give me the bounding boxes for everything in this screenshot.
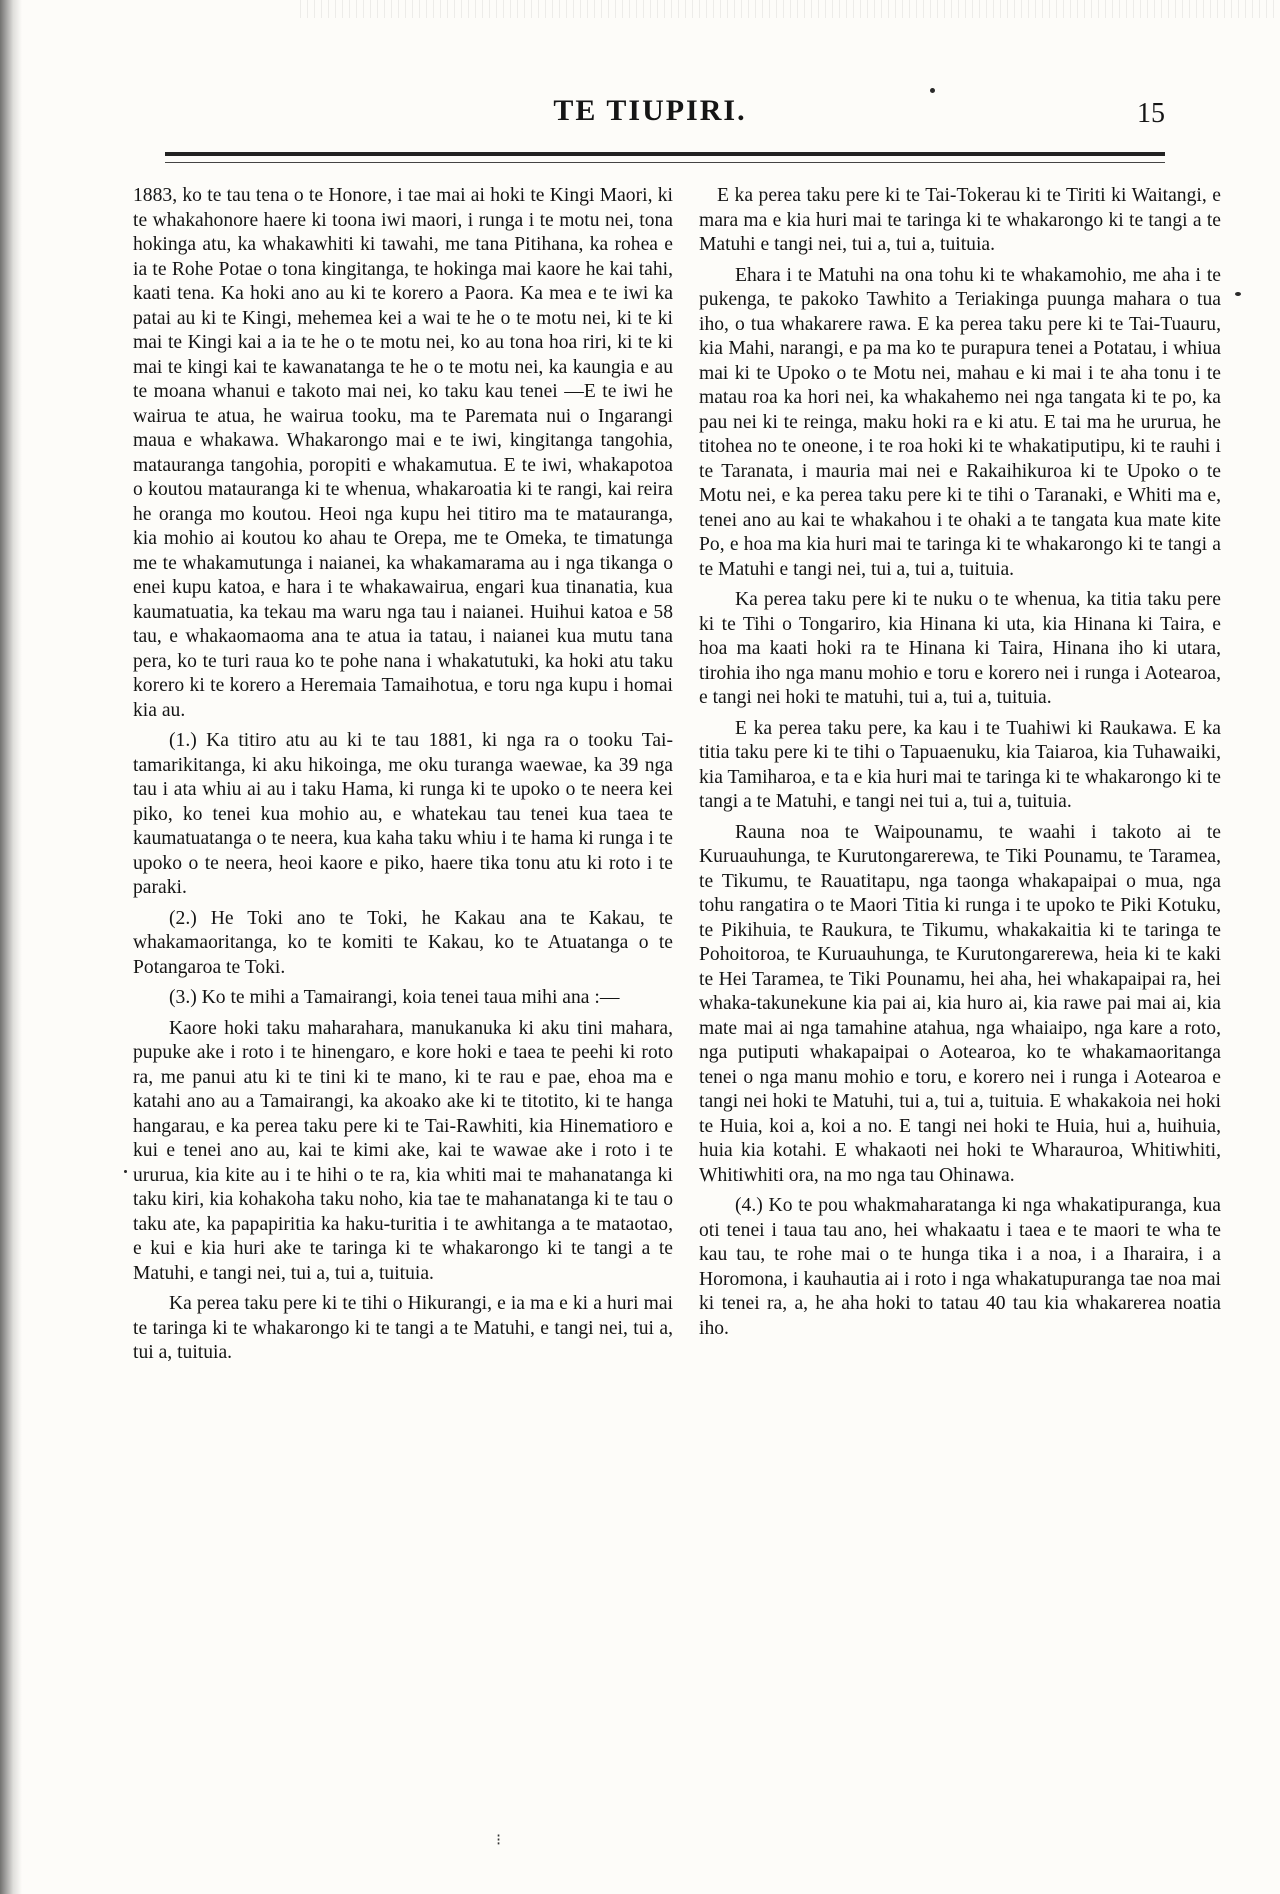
- right-paragraph: (4.) Ko te pou whakmaharatanga ki nga whakatipuranga, kua oti tenei i taua tau ano, hei whakaatu i taea e te maori te wha te kau tau, te rohe mai o te hunga tika i a noa, i a Iharaira, i a Horomona, i kauhautia ai i roto i nga whakatupuranga tae noa mai ki tenei ra, a, he aha hoki to tatau 40 tau kia whakarerea noatia iho.: [699, 1195, 1221, 1339]
- footer-ornament: ⁝: [496, 1832, 502, 1849]
- scan-speckle: [300, 0, 1280, 18]
- header-rule-thick: [165, 152, 1165, 156]
- page-header: [135, 88, 1165, 148]
- right-paragraph: Rauna noa te Waipounamu, te waahi i takoto ai te Kuruauhunga, te Kurutongarerewa, te Tiki Pounamu, te Taramea, te Tikumu, te Rauatitapu, nga taonga whakapaipai o mua, nga tohu rangatira o te Maori Titia ki runga i te upoko te Piki Kotuku, te Pikihuia, te Raukura, te Tikumu, whakakaitia ki te taringa te Pohoitoroa, te Kuruauhunga, te Kurutongarerewa, heia ki te kaki te Hei Taramea, te Tiki Pounamu, hei aha, hei whakapaipai ra, hei whaka-takunekune kia pai ai, kia huro ai, kia rawe pai mai ai, kia mate mai ai nga tamahine atahua, nga whaiaipo, nga kare a roto, nga putiputi whakapaipai o Aotearoa, ko te whakamaoritanga tenei o nga manu mohio e toru, e korero nei i runga i Aotearoa e tangi nei hoki te Matuhi, tui a, tui a, tuituia. E whakakoia nei hoki te Huia, koi a, koi a no. E tangi nei hoki te Huia, hui a, huihuia, huia kia kotahi. E whakaoti nei hoki te Wharauroa, Whitiwhiti, Whitiwhiti ora, na mo nga tau Ohinawa.: [699, 821, 1221, 1186]
- left-paragraph: (1.) Ka titiro atu au ki te tau 1881, ki nga ra o tooku Tai-tamarikitanga, ki aku hikoinga, me oku turanga waewae, ka 39 nga tau i ata whiu ai au i taku Hama, ki runga ki te upoko o te neera kei piko, ko tenei kua mohio au, e whatekau tau tenei kua taea te kaumatuatanga o te neera, kua kaha taku whiu i te hama ki runga i te upoko o te neera, heoi kaore e piko, haere tika tonu atu ki roto i te paraki.: [133, 730, 673, 898]
- left-paragraph: Ka perea taku pere ki te tihi o Hikurangi, e ia ma e ki a huri mai te taringa ki te whakarongo ki te tangi a te Matuhi, e tangi nei, tui a, tui a, tuituia.: [133, 1293, 673, 1363]
- right-paragraph: Ka perea taku pere ki te nuku o te whenua, ka titia taku pere ki te Tihi o Tongariro, kia Hinana ki uta, kia Hinana ki Taira, e hoa ma kaati hoki ra te Hinana ki Taira, Hinana iho ki utara, tirohia iho nga manu mohio e toru e korero nei i runga i Aotearoa, e tangi nei hoki te matuhi, tui a, tui a, tuituia.: [699, 589, 1221, 708]
- right-paragraph: E ka perea taku pere, ka kau i te Tuahiwi ki Raukawa. E ka titia taku pere ki te tihi o Tapuaenuku, kia Taiaroa, kia Tuhawaiki, kia Tamiharoa, e ta e kia huri mai te taringa ki te whakarongo ki te tangi a te Matuhi, e tangi nei tui a, tui a, tuituia.: [699, 717, 1221, 812]
- ink-speck: [930, 88, 935, 93]
- running-title: TE TIUPIRI.: [553, 94, 747, 127]
- right-paragraph: Ehara i te Matuhi na ona tohu ki te whakamohio, me aha i te pukenga, te pakoko Tawhito a Teriakinga puunga mahara o tua iho, o tua whakarere rawa. E ka perea taku pere ki te Tai-Tuauru, kia Mahi, narangi, e pa ma ko te purapura tenei a Potatau, i whiua mai ki te Upoko o te Motu nei, mahau e ki mai i te aha tonu i te matau roa ka hori nei, ka whakahemo nei nga tangata ki te po, ka pau nei ki te reinga, maku hoki ra e ki atu. E tai ma he ururua, he titohea no te oneone, i te roa hoki ki te whakatiputipu, ki te rauhi i te Taranata, i mauria mai nei e Rakaihikuroa ki te Upoko o te Motu nei, e ka perea taku pere ki te tihi o Taranaki, e Whiti ma e, tenei ano au kai te whakahou i te ohaki a te tangata kua mate kite Po, e hoa ma kia huri mai te taringa ki te whakarongo ki te tangi a te Matuhi e tangi nei, tui a, tui a, tuituia.: [699, 264, 1221, 580]
- left-paragraph: (2.) He Toki ano te Toki, he Kakau ana te Kakau, te whakamaoritanga, ko te komiti te Kakau, ko te Atuatanga o te Potangaroa te Toki.: [133, 907, 673, 978]
- ink-speck: [1235, 292, 1241, 296]
- right-column: [699, 178, 1221, 1341]
- ink-speck: [124, 1170, 127, 1173]
- left-paragraph: (3.) Ko te mihi a Tamairangi, koia tenei taua mihi ana :—: [169, 987, 620, 1008]
- scan-edge-shadow: [0, 0, 22, 1894]
- left-paragraph: 1883, ko te tau tena o te Honore, i tae mai ai hoki te Kingi Maori, ki te whakahonore haere ki toona iwi maori, i runga i te motu nei, tona hokinga atu, ka whakawhiti ki tawahi, me tana Pitihana, ka rohea e ia te Rohe Potae o tona kingitanga, te hokinga mai kaore he kai tahi, kaati tena. Ka hoki ano au ki te korero a Paora. Ka mea e te iwi ka patai au ki te Kingi, mehemea kei a wai te he o te motu nei, ki te ki mai te Kingi kai a ia te he o te motu nei, ko au tona hoa riri, ki te ki mai te kingi kai te kawanatanga te he o te motu nei, ka kaungia e au te moana whanui e takoto mai nei, ko taku kau tenei —E te iwi he wairua te atua, he wairua tooku, ma te Paremata nui o Ingarangi maua e whakawa. Whakarongo mai e te iwi, kingitanga tangohia, matauranga tangohia, poropiti e whakamutua. E te iwi, whakapotoa o koutou matauranga ki te whenua, whakaroatia ki te rangi, kai reira he oranga mo koutou. Heoi nga kupu hei titiro ma te matauranga, kia mohio ai koutou ko ahau te Orepa, me te Omeka, te timatunga me te whakamutunga i naianei, ka whakamarama au i nga tikanga o enei kupu katoa, e hara i te whakawairua, engari kua tinanatia, kua kaumatuatia, ka tekau ma waru nga tau i naianei. Huihui katoa e 58 tau, e whakaomaoma ana te atua ia tatau, i naianei kua mutu tana pera, ko te turi raua ko te pohe nana i whakatutuki, ka hoki atu taku korero ki te korero a Heremaia Tamaihotua, e toru nga kupu i homai kia au.: [133, 185, 673, 721]
- left-paragraph: Kaore hoki taku maharahara, manukanuka ki aku tini mahara, pupuke ake i roto i te hinengaro, e kore hoki e taea te peehi ki roto ra, me panui atu ki te tini ki te mano, ki te rau e pae, ehoa ma e katahi ano au a Tamairangi, ka akoako ake ki te titotito, ki te hanga hangarau, e ka perea taku pere ki te Tai-Rawhiti, kia Hinematioro e kui e tenei ano au, kai te kimi ake, kai te wawae ake i roto i te ururua, kia kite au i te hihi o te ra, kia whiti mai te mahanatanga ki taku kiri, kia kohakoha taku noho, kia tae te mahanatanga ki te tau o taku ate, ka papapiritia ka haku-turitia i te awhitanga a te mataotao, e kui e kia huri ake te taringa ki te whakarongo ki te tangi a te Matuhi, e tangi nei, tui a, tui a, tuituia.: [133, 1017, 673, 1284]
- right-paragraph: E ka perea taku pere ki te Tai-Tokerau ki te Tiriti ki Waitangi, e mara ma e kia huri mai te taringa ki te whakarongo ki te tangi a te Matuhi e tangi nei, tui a, tui a, tuituia.: [699, 185, 1221, 255]
- left-column: [133, 178, 673, 1366]
- header-rule-thin: [165, 162, 1165, 163]
- page-number: 15: [1137, 98, 1165, 129]
